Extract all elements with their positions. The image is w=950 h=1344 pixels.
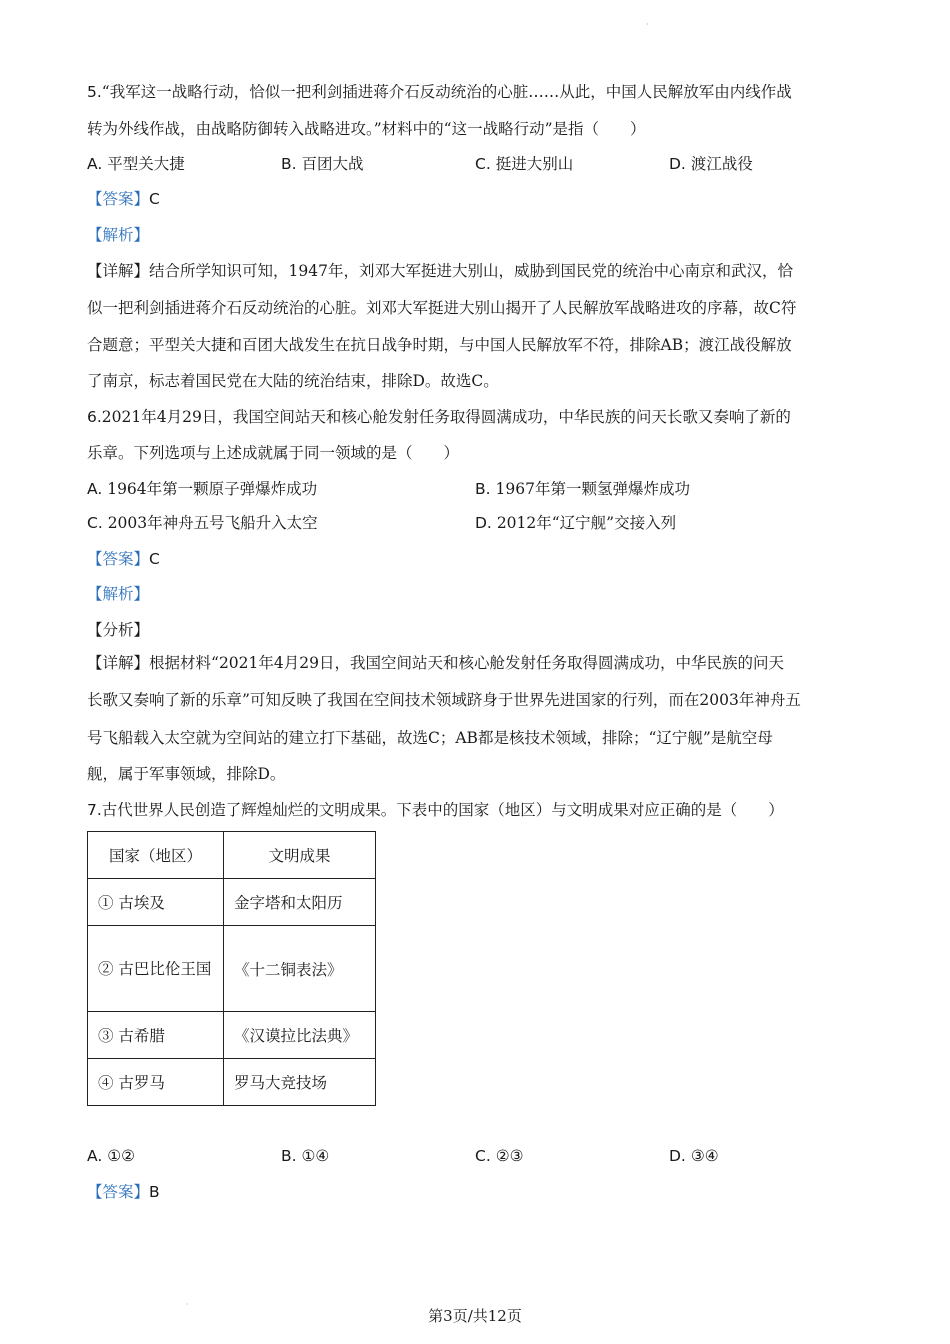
q5-stem-line2: 转为外线作战，由战略防御转入战略进攻。”材料中的“这一战略行动”是指（ ） [87, 120, 646, 138]
table-cell-country: ④ 古罗马 [88, 1059, 224, 1106]
table-header-country: 国家（地区） [88, 832, 224, 879]
q5-option-c[interactable]: C. 挺进大别山 [475, 155, 574, 173]
table-row [88, 926, 376, 1012]
q6-option-b[interactable]: B. 1967年第一颗氢弹爆炸成功 [475, 480, 690, 498]
q5-analysis-tag: 【解析】 [87, 226, 150, 244]
q5-detail-line4: 了南京，标志着国民党在大陆的统治结束，排除D。故选C。 [87, 372, 499, 390]
table-cell-country: ② 古巴比伦王国 [88, 926, 224, 1012]
q7-option-a[interactable]: A. ①② [87, 1147, 135, 1165]
q5-detail-line1: 【详解】结合所学知识可知，1947年，刘邓大军挺进大别山，威胁到国民党的统治中心南京和武汉，恰 [87, 262, 793, 280]
table-header-achievement: 文明成果 [224, 832, 376, 879]
q6-option-d[interactable]: D. 2012年“辽宁舰”交接入列 [475, 514, 677, 532]
table-row [88, 879, 376, 926]
q7-option-d[interactable]: D. ③④ [669, 1147, 719, 1165]
table-cell-country: ① 古埃及 [88, 879, 224, 926]
q6-detail-line2: 长歌又奏响了新的乐章”可知反映了我国在空间技术领域跻身于世界先进国家的行列，而在2003年神舟五 [87, 691, 801, 709]
q5-answer: 【答案】C [87, 190, 160, 208]
page-footer: 第3页/共12页 [428, 1307, 522, 1325]
q5-stem-line1: 5.“我军这一战略行动，恰似一把利剑插进蒋介石反动统治的心脏……从此，中国人民解放军由内线作战 [87, 83, 792, 101]
q5-option-d[interactable]: D. 渡江战役 [669, 155, 753, 173]
scan-dot: · [646, 20, 649, 29]
q6-stem-line2: 乐章。下列选项与上述成就属于同一领域的是（ ） [87, 444, 460, 462]
q5-option-b[interactable]: B. 百团大战 [281, 155, 364, 173]
q6-analysis-tag: 【解析】 [87, 585, 150, 603]
q6-detail-line3: 号飞船载入太空就为空间站的建立打下基础，故选C；AB都是核技术领域，排除；“辽宁舰”是航空母 [87, 729, 773, 747]
q6-stem-line1: 6.2021年4月29日，我国空间站天和核心舱发射任务取得圆满成功，中华民族的问天长歌又奏响了新的 [87, 408, 791, 426]
table-row [88, 1012, 376, 1059]
q7-answer: 【答案】B [87, 1183, 160, 1201]
q5-number: 5. [87, 83, 102, 101]
q6-answer: 【答案】C [87, 550, 160, 568]
table-row [88, 1059, 376, 1106]
q6-detail-line4: 舰，属于军事领域，排除D。 [87, 765, 286, 783]
q6-number: 6. [87, 408, 102, 426]
table-cell-achievement: 《汉谟拉比法典》 [224, 1012, 376, 1059]
scan-dot: · [186, 1300, 189, 1309]
q7-option-c[interactable]: C. ②③ [475, 1147, 524, 1165]
q7-stem: 7.古代世界人民创造了辉煌灿烂的文明成果。下表中的国家（地区）与文明成果对应正确的是（ ） [87, 801, 784, 819]
q6-option-a[interactable]: A. 1964年第一颗原子弹爆炸成功 [87, 480, 318, 498]
table-cell-achievement: 《十二铜表法》 [224, 926, 376, 1012]
q6-detail-line1: 【详解】根据材料“2021年4月29日，我国空间站天和核心舱发射任务取得圆满成功，中华民族的问天 [87, 654, 784, 672]
q5-detail-line2: 似一把利剑插进蒋介石反动统治的心脏。刘邓大军挺进大别山揭开了人民解放军战略进攻的序幕，故C符 [87, 299, 797, 317]
q7-option-b[interactable]: B. ①④ [281, 1147, 330, 1165]
civilization-table [87, 831, 376, 1106]
q7-number: 7. [87, 801, 102, 819]
q6-fenxi-tag: 【分析】 [87, 621, 150, 639]
table-cell-country: ③ 古希腊 [88, 1012, 224, 1059]
q6-option-c[interactable]: C. 2003年神舟五号飞船升入太空 [87, 514, 318, 532]
q5-option-a[interactable]: A. 平型关大捷 [87, 155, 185, 173]
table-cell-achievement: 罗马大竞技场 [224, 1059, 376, 1106]
table-header-row [88, 832, 376, 879]
q5-detail-line3: 合题意；平型关大捷和百团大战发生在抗日战争时期，与中国人民解放军不符，排除AB；渡江战役解放 [87, 336, 792, 354]
table-cell-achievement: 金字塔和太阳历 [224, 879, 376, 926]
